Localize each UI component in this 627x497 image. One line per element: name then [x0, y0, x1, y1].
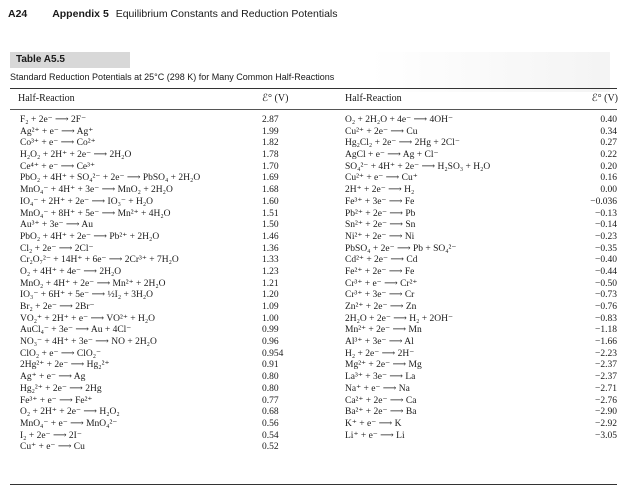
table-top-rule — [10, 88, 617, 89]
col-header-potential-left: ℰ° (V) — [262, 93, 289, 104]
table-bottom-rule — [10, 484, 617, 485]
reduction-potential: −0.35 — [595, 243, 617, 254]
half-reaction: Cl₂ + 2e⁻ ⟶ 2Cl⁻ — [20, 243, 94, 254]
half-reaction: ClO₂ + e⁻ ⟶ ClO₂⁻ — [20, 348, 102, 359]
reduction-potential: −2.37 — [595, 372, 617, 383]
table-label: Table A5.5 — [10, 52, 130, 68]
reduction-potential: −1.66 — [595, 337, 617, 348]
half-reaction: Fe²⁺ + 2e⁻ ⟶ Fe — [345, 266, 415, 277]
reduction-potential: −0.44 — [595, 266, 617, 277]
reduction-potential: 0.40 — [600, 115, 617, 125]
reduction-potential: 1.21 — [262, 278, 279, 289]
reduction-potential: 1.78 — [262, 150, 279, 161]
col-header-half-reaction-left: Half-Reaction — [18, 93, 75, 104]
half-reaction: Ag⁺ + e⁻ ⟶ Ag — [20, 372, 86, 383]
reduction-potential: 0.22 — [600, 150, 617, 161]
half-reaction: 2Hg²⁺ + 2e⁻ ⟶ Hg₂²⁺ — [20, 360, 110, 371]
reduction-potential: 0.34 — [600, 126, 617, 137]
reduction-potential: 1.46 — [262, 231, 279, 242]
page-number: A24 — [8, 8, 28, 20]
half-reaction: Hg₂²⁺ + 2e⁻ ⟶ 2Hg — [20, 383, 102, 394]
reduction-potential: 2.87 — [262, 115, 279, 125]
reduction-potential: 1.51 — [262, 208, 279, 219]
half-reaction: O₂ + 4H⁺ + 4e⁻ ⟶ 2H₂O — [20, 266, 122, 277]
reduction-potential: 1.69 — [262, 173, 279, 184]
reduction-potential: 0.54 — [262, 430, 279, 441]
half-reaction: 2H₂O + 2e⁻ ⟶ H₂ + 2OH⁻ — [345, 313, 454, 324]
reduction-potential: 0.00 — [600, 185, 617, 196]
half-reaction: O₂ + 2H₂O + 4e⁻ ⟶ 4OH⁻ — [345, 115, 454, 125]
reduction-potential: 0.80 — [262, 372, 279, 383]
half-reaction: AgCl + e⁻ ⟶ Ag + Cl⁻ — [345, 150, 439, 161]
half-reaction: Au³⁺ + 3e⁻ ⟶ Au — [20, 220, 94, 231]
reduction-potential: −0.50 — [595, 278, 617, 289]
reduction-potential: 0.16 — [600, 173, 617, 184]
left-reaction-column — [20, 115, 270, 454]
appendix-label: Appendix 5 — [52, 8, 109, 20]
reduction-potential: −0.14 — [595, 220, 617, 231]
half-reaction: Cd²⁺ + 2e⁻ ⟶ Cd — [345, 255, 418, 266]
half-reaction: Cu⁺ + e⁻ ⟶ Cu — [20, 442, 85, 453]
half-reaction: AuCl₄⁻ + 3e⁻ ⟶ Au + 4Cl⁻ — [20, 325, 132, 336]
reduction-potential: 0.52 — [262, 442, 279, 453]
reduction-potential: −2.90 — [595, 407, 617, 418]
half-reaction: Cr³⁺ + 3e⁻ ⟶ Cr — [345, 290, 415, 301]
reduction-potential: 0.20 — [600, 161, 617, 172]
half-reaction: Ca²⁺ + 2e⁻ ⟶ Ca — [345, 395, 417, 406]
reduction-potential: −0.76 — [595, 302, 617, 312]
reduction-potential: −0.13 — [595, 208, 617, 219]
left-potential-column — [262, 115, 302, 454]
half-reaction: Br₂ + 2e⁻ ⟶ 2Br⁻ — [20, 302, 95, 312]
reduction-potential: 0.56 — [262, 418, 279, 429]
half-reaction: O₂ + 2H⁺ + 2e⁻ ⟶ H₂O₂ — [20, 407, 120, 418]
half-reaction: H₂O₂ + 2H⁺ + 2e⁻ ⟶ 2H₂O — [20, 150, 132, 161]
reduction-potential: −2.23 — [595, 348, 617, 359]
reduction-potential: 0.68 — [262, 407, 279, 418]
half-reaction: MnO₂ + 4H⁺ + 2e⁻ ⟶ Mn²⁺ + 2H₂O — [20, 278, 166, 289]
half-reaction: PbSO₄ + 2e⁻ ⟶ Pb + SO₄²⁻ — [345, 243, 457, 254]
half-reaction: Hg₂Cl₂ + 2e⁻ ⟶ 2Hg + 2Cl⁻ — [345, 138, 460, 149]
half-reaction: IO₃⁻ + 6H⁺ + 5e⁻ ⟶ ½I₂ + 3H₂O — [20, 290, 154, 301]
half-reaction: Al³⁺ + 3e⁻ ⟶ Al — [345, 337, 414, 348]
reduction-potential: 0.80 — [262, 383, 279, 394]
page-header — [8, 8, 618, 22]
reduction-potential: 1.99 — [262, 126, 279, 137]
half-reaction: Na⁺ + e⁻ ⟶ Na — [345, 383, 410, 394]
half-reaction: Cr³⁺ + e⁻ ⟶ Cr²⁺ — [345, 278, 418, 289]
reduction-potential: −2.92 — [595, 418, 617, 429]
reduction-potential: 0.77 — [262, 395, 279, 406]
reduction-potential: 1.60 — [262, 196, 279, 207]
table-header-rule — [10, 109, 617, 110]
half-reaction: Cr₂O₇²⁻ + 14H⁺ + 6e⁻ ⟶ 2Cr³⁺ + 7H₂O — [20, 255, 179, 266]
half-reaction: SO₄²⁻ + 4H⁺ + 2e⁻ ⟶ H₂SO₃ + H₂O — [345, 161, 491, 172]
half-reaction: MnO₄⁻ + e⁻ ⟶ MnO₄²⁻ — [20, 418, 118, 429]
half-reaction: Zn²⁺ + 2e⁻ ⟶ Zn — [345, 302, 417, 312]
half-reaction: Ni²⁺ + 2e⁻ ⟶ Ni — [345, 231, 415, 242]
half-reaction: Cu²⁺ + 2e⁻ ⟶ Cu — [345, 126, 418, 137]
reduction-potential: −2.76 — [595, 395, 617, 406]
table-caption: Standard Reduction Potentials at 25°C (298 K) for Many Common Half-Reactions — [10, 72, 335, 82]
reduction-potential: −2.71 — [595, 383, 617, 394]
half-reaction: VO₂⁺ + 2H⁺ + e⁻ ⟶ VO²⁺ + H₂O — [20, 313, 156, 324]
reduction-potential: 1.36 — [262, 243, 279, 254]
right-reaction-column — [345, 115, 575, 442]
half-reaction: H₂ + 2e⁻ ⟶ 2H⁻ — [345, 348, 415, 359]
half-reaction: Li⁺ + e⁻ ⟶ Li — [345, 430, 405, 441]
reduction-potential: 1.68 — [262, 185, 279, 196]
reduction-potential: 0.91 — [262, 360, 279, 371]
col-header-half-reaction-right: Half-Reaction — [345, 93, 402, 104]
half-reaction: La³⁺ + 3e⁻ ⟶ La — [345, 372, 416, 383]
reduction-potential: 1.20 — [262, 290, 279, 301]
half-reaction: MnO₄⁻ + 4H⁺ + 3e⁻ ⟶ MnO₂ + 2H₂O — [20, 185, 173, 196]
reduction-potential: −1.18 — [595, 325, 617, 336]
half-reaction: Cu²⁺ + e⁻ ⟶ Cu⁺ — [345, 173, 418, 184]
half-reaction: 2H⁺ + 2e⁻ ⟶ H₂ — [345, 185, 415, 196]
half-reaction: Ag²⁺ + e⁻ ⟶ Ag⁺ — [20, 126, 94, 137]
half-reaction: I₂ + 2e⁻ ⟶ 2I⁻ — [20, 430, 82, 441]
reduction-potential: −0.83 — [595, 313, 617, 324]
reduction-potential: −3.05 — [595, 430, 617, 441]
half-reaction: NO₃⁻ + 4H⁺ + 3e⁻ ⟶ NO + 2H₂O — [20, 337, 157, 348]
half-reaction: Co³⁺ + e⁻ ⟶ Co²⁺ — [20, 138, 96, 149]
right-potential-column — [577, 115, 617, 442]
reduction-potential: 1.50 — [262, 220, 279, 231]
reduction-potential: 1.00 — [262, 313, 279, 324]
half-reaction: Sn²⁺ + 2e⁻ ⟶ Sn — [345, 220, 416, 231]
half-reaction: Fe³⁺ + 3e⁻ ⟶ Fe — [345, 196, 415, 207]
reduction-potential: 1.09 — [262, 302, 279, 312]
half-reaction: K⁺ + e⁻ ⟶ K — [345, 418, 402, 429]
half-reaction: PbO₂ + 4H⁺ + 2e⁻ ⟶ Pb²⁺ + 2H₂O — [20, 231, 160, 242]
reduction-potential: 1.82 — [262, 138, 279, 149]
appendix-title: Equilibrium Constants and Reduction Potentials — [115, 8, 338, 20]
reduction-potential: 0.27 — [600, 138, 617, 149]
half-reaction: Ce⁴⁺ + e⁻ ⟶ Ce³⁺ — [20, 161, 96, 172]
reduction-potential: 1.23 — [262, 266, 279, 277]
reduction-potential: −2.37 — [595, 360, 617, 371]
reduction-potential: 0.954 — [262, 348, 284, 359]
reduction-potential: −0.23 — [595, 231, 617, 242]
reduction-potential: 1.70 — [262, 161, 279, 172]
half-reaction: Pb²⁺ + 2e⁻ ⟶ Pb — [345, 208, 416, 219]
reduction-potential: 1.33 — [262, 255, 279, 266]
half-reaction: Fe³⁺ + e⁻ ⟶ Fe²⁺ — [20, 395, 93, 406]
half-reaction: MnO₄⁻ + 8H⁺ + 5e⁻ ⟶ Mn²⁺ + 4H₂O — [20, 208, 171, 219]
reduction-potential: −0.40 — [595, 255, 617, 266]
half-reaction: F₂ + 2e⁻ ⟶ 2F⁻ — [20, 115, 87, 125]
half-reaction: Mn²⁺ + 2e⁻ ⟶ Mn — [345, 325, 422, 336]
col-header-potential-right: ℰ° (V) — [591, 93, 618, 104]
reduction-potential: −0.73 — [595, 290, 617, 301]
half-reaction: PbO₂ + 4H⁺ + SO₄²⁻ + 2e⁻ ⟶ PbSO₄ + 2H₂O — [20, 173, 201, 184]
half-reaction: Ba²⁺ + 2e⁻ ⟶ Ba — [345, 407, 417, 418]
half-reaction: Mg²⁺ + 2e⁻ ⟶ Mg — [345, 360, 422, 371]
reduction-potential: 0.96 — [262, 337, 279, 348]
reduction-potential: −0.036 — [590, 196, 617, 207]
half-reaction: IO₄⁻ + 2H⁺ + 2e⁻ ⟶ IO₃⁻ + H₂O — [20, 196, 154, 207]
reduction-potential: 0.99 — [262, 325, 279, 336]
